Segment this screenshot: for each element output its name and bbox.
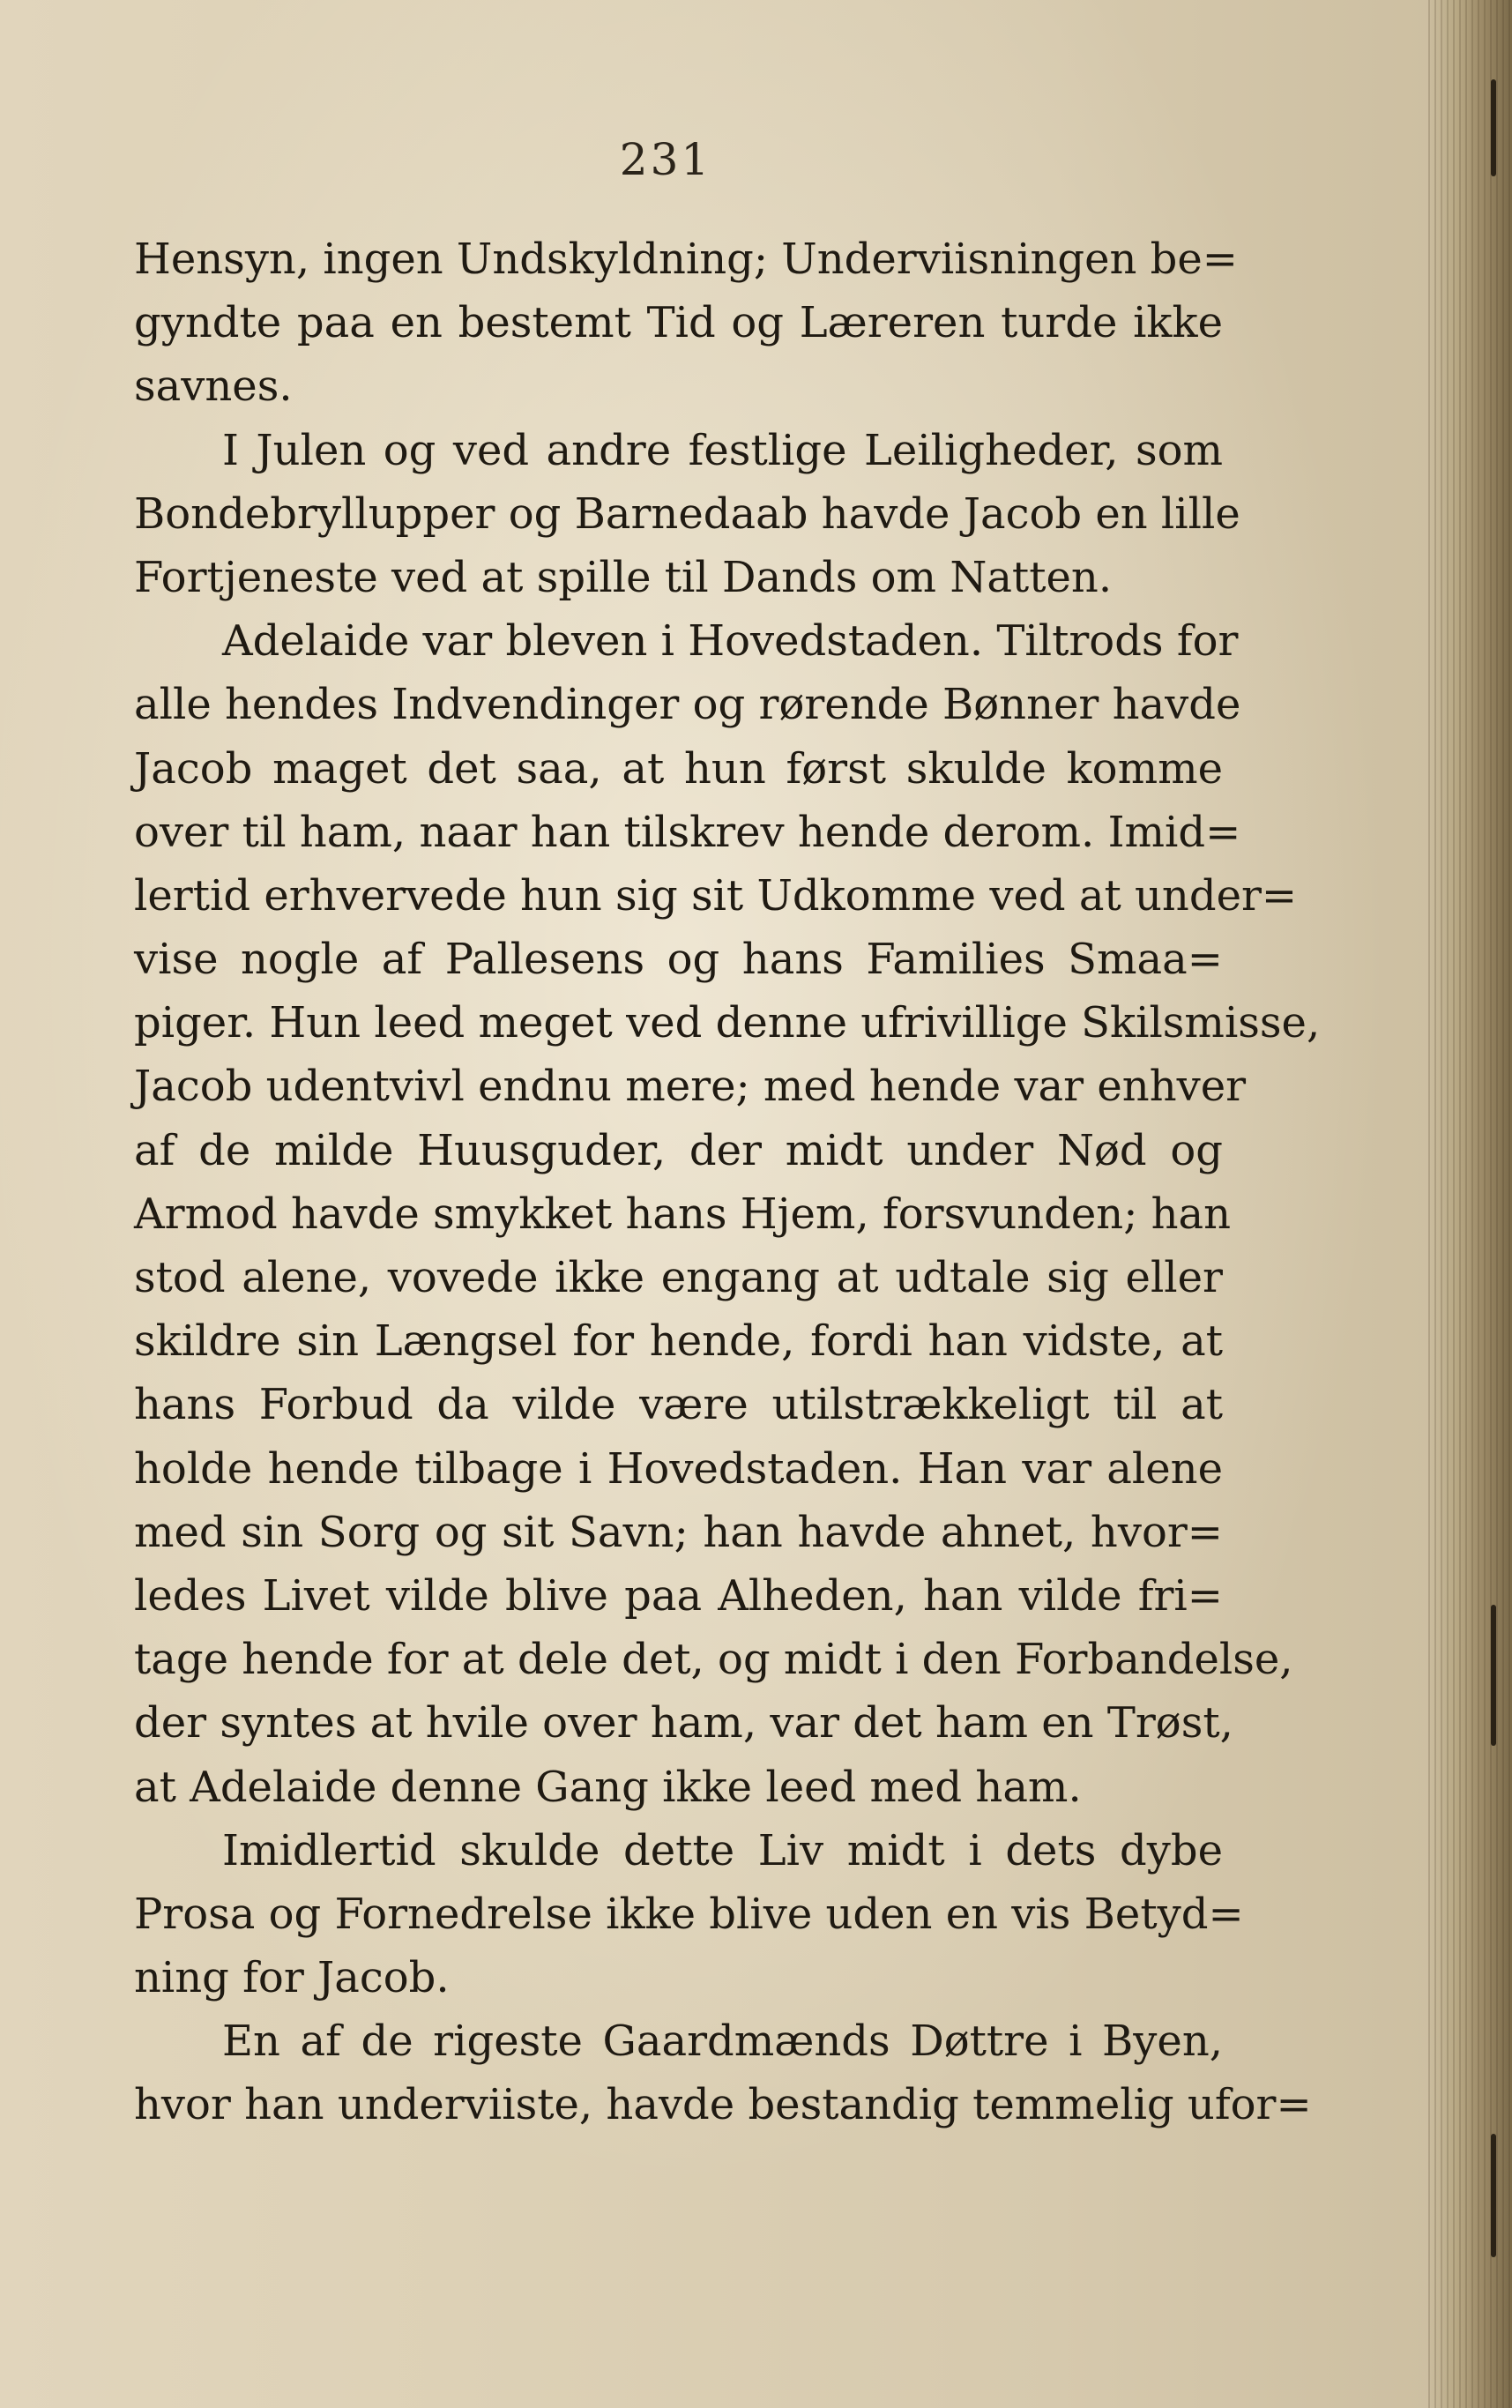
text-line: vise nogle af Pallesens og hans Families Smaa= bbox=[134, 935, 1223, 985]
text-line: af de milde Huusguder, der midt under Nød og bbox=[134, 1125, 1223, 1175]
spine-mark bbox=[1491, 2134, 1496, 2257]
spine-mark bbox=[1491, 79, 1496, 176]
text-line: savnes. bbox=[134, 362, 293, 412]
text-line: Armod havde smykket hans Hjem, forsvunden; han bbox=[134, 1189, 1232, 1239]
text-line: alle hendes Indvendinger og rørende Bønner havde bbox=[134, 680, 1241, 730]
text-line: over til ham, naar han tilskrev hende derom. Imid= bbox=[134, 807, 1241, 857]
text-line: Jacob maget det saa, at hun først skulde komme bbox=[134, 743, 1223, 794]
body-text bbox=[134, 227, 1321, 2137]
text-line: hans Forbud da vilde være utilstrækkeligt til at bbox=[134, 1380, 1223, 1430]
text-line: stod alene, vovede ikke engang at udtale sig eller bbox=[134, 1253, 1223, 1302]
text-line: at Adelaide denne Gang ikke leed med ham. bbox=[134, 1762, 1082, 1812]
text-line: ledes Livet vilde blive paa Alheden, han vilde fri= bbox=[134, 1570, 1223, 1621]
text-line: holde hende tilbage i Hovedstaden. Han var alene bbox=[134, 1443, 1223, 1494]
text-line: I Julen og ved andre festlige Leiligheder, som bbox=[222, 425, 1223, 475]
text-line: En af de rigeste Gaardmænds Døttre i Byen, bbox=[222, 2017, 1223, 2067]
spine-mark bbox=[1491, 1605, 1496, 1746]
text-line: Imidlertid skulde dette Liv midt i dets dybe bbox=[222, 1825, 1223, 1875]
text-line: Prosa og Fornedrelse ikke blive uden en vis Betyd= bbox=[134, 1889, 1244, 1939]
page-number: 231 bbox=[619, 134, 712, 185]
text-line: der syntes at hvile over ham, var det ham en Trøst, bbox=[134, 1698, 1233, 1748]
text-line: piger. Hun leed meget ved denne ufrivillige Skilsmisse, bbox=[134, 998, 1321, 1048]
text-line: Hensyn, ingen Undskyldning; Underviisningen be= bbox=[134, 235, 1239, 284]
text-line: Bondebryllupper og Barnedaab havde Jacob en lille bbox=[134, 488, 1240, 539]
text-line: Jacob udentvivl endnu mere; med hende var enhver bbox=[134, 1062, 1247, 1112]
text-line: med sin Sorg og sit Savn; han havde ahnet, hvor= bbox=[134, 1507, 1223, 1557]
text-line: lertid erhvervede hun sig sit Udkomme ved at under= bbox=[134, 870, 1298, 921]
text-line: hvor han underviiste, havde bestandig temmelig ufor= bbox=[134, 2080, 1312, 2130]
text-line: gyndte paa en bestemt Tid og Læreren turde ikke bbox=[134, 298, 1223, 348]
text-line: Fortjeneste ved at spille til Dands om Natten. bbox=[134, 552, 1113, 602]
text-line: Adelaide var bleven i Hovedstaden. Tiltrods for bbox=[222, 616, 1239, 667]
text-line: tage hende for at dele det, og midt i den Forbandelse, bbox=[134, 1635, 1293, 1685]
text-line: skildre sin Længsel for hende, fordi han vidste, at bbox=[134, 1316, 1223, 1367]
book-spine-edge bbox=[1428, 0, 1512, 2408]
text-line: ning for Jacob. bbox=[134, 1953, 450, 2003]
